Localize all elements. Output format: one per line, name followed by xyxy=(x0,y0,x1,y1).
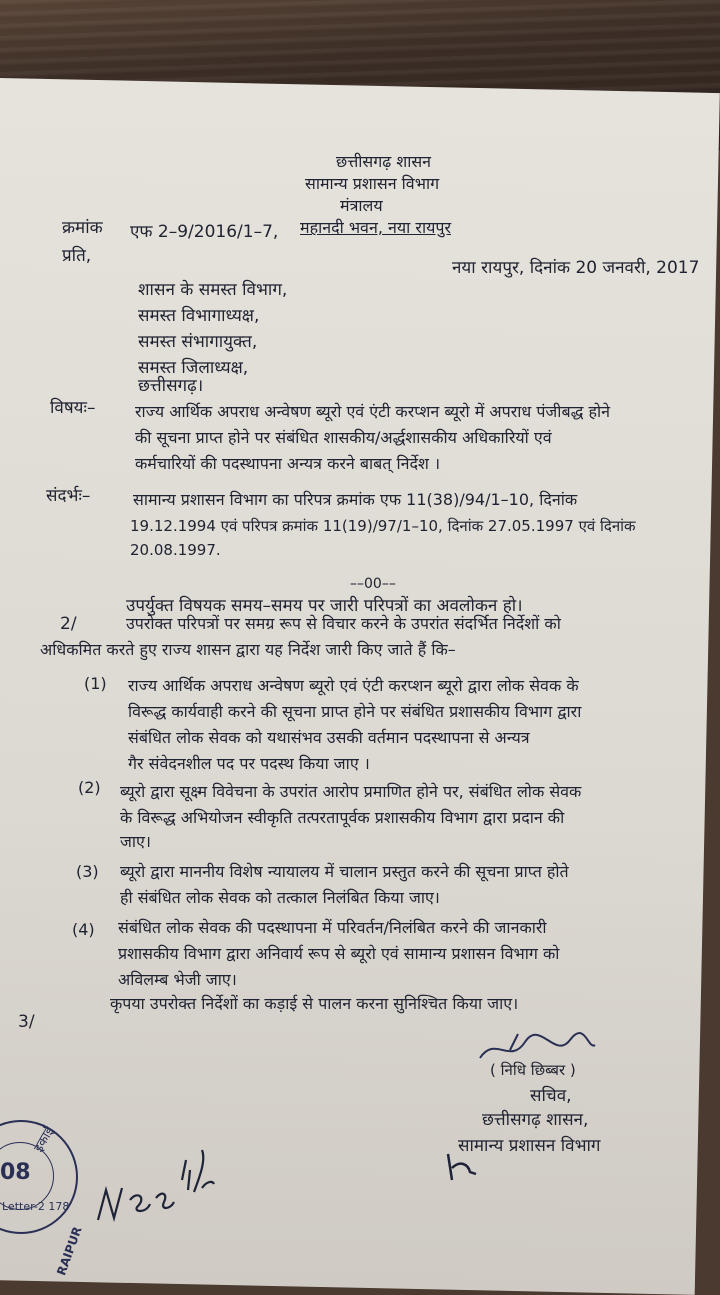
reference-line: 20.08.1997. xyxy=(130,541,221,559)
para2-line: अधिकमित करते हुए राज्य शासन द्वारा यह निर्देश जारी किए जाते हैं कि– xyxy=(40,640,456,659)
reference-line: सामान्य प्रशासन विभाग का परिपत्र क्रमांक एफ 11(38)/94/1–10, दिनांक xyxy=(133,490,578,509)
signatory-designation: सचिव, xyxy=(530,1086,572,1106)
reference-label: संदर्भः– xyxy=(46,486,91,506)
point-line: गैर संवेदनशील पद पर पदस्थ किया जाए । xyxy=(128,754,370,773)
header-address: महानदी भवन, नया रायपुर xyxy=(300,218,451,237)
to-label: प्रति, xyxy=(62,246,92,266)
reference-line: 19.12.1994 एवं परिपत्र क्रमांक 11(19)/97/1–10, दिनांक 27.05.1997 एवं दिनांक xyxy=(130,517,636,535)
point-line: संबंधित लोक सेवक की पदस्थापना में परिवर्तन/निलंबित करने की जानकारी xyxy=(118,918,547,937)
handwritten-note xyxy=(90,1140,220,1230)
stamp-letter-ref: Letter-2 178 xyxy=(2,1200,70,1213)
signatory-department: सामान्य प्रशासन विभाग xyxy=(458,1136,601,1156)
subject-line: कर्मचारियों की पदस्थापना अन्यत्र करने बाबत् निर्देश । xyxy=(135,454,441,473)
subject-line: राज्य आर्थिक अपराध अन्वेषण ब्यूरो एवं एंटी करप्शन ब्यूरो में अपराध पंजीबद्ध होने xyxy=(135,402,610,421)
ref-label: क्रमांक xyxy=(62,218,103,238)
recipient-line: समस्त संभागायुक्त, xyxy=(138,332,258,352)
point-line: प्रशासकीय विभाग द्वारा अनिवार्य रूप से ब्यूरो एवं सामान्य प्रशासन विभाग को xyxy=(118,944,560,963)
subject-label: विषयः– xyxy=(50,398,96,418)
para3-number: 3/ xyxy=(18,1012,35,1032)
point-line: के विरूद्ध अभियोजन स्वीकृति तत्परतापूर्वक प्रशासकीय विभाग द्वारा प्रदान की xyxy=(120,808,565,827)
point-line: राज्य आर्थिक अपराध अन्वेषण ब्यूरो एवं एंटी करप्शन ब्यूरो द्वारा लोक सेवक के xyxy=(128,676,579,695)
recipient-line: छत्तीसगढ़। xyxy=(138,376,204,396)
para3-text: कृपया उपरोक्त निर्देशों का कड़ाई से पालन करना सुनिश्चित किया जाए। xyxy=(110,994,519,1013)
header-department: सामान्य प्रशासन विभाग xyxy=(305,174,440,193)
stamp-number: 08 xyxy=(0,1160,31,1185)
point-line: विरूद्ध कार्यवाही करने की सूचना प्राप्त होने पर संबंधित प्रशासकीय विभाग द्वारा xyxy=(128,702,582,721)
stamp-city: RAIPUR xyxy=(54,1224,85,1278)
subject-line: की सूचना प्राप्त होने पर संबंधित शासकीय/अर्द्धशासकीय अधिकारियों एवं xyxy=(135,428,552,447)
header-state: छत्तीसगढ़ शासन xyxy=(336,152,432,171)
point-number: (1) xyxy=(84,674,107,693)
point-line: संबंधित लोक सेवक को यथासंभव उसकी वर्तमान पदस्थापना से अन्यत्र xyxy=(128,728,530,747)
ref-date: नया रायपुर, दिनांक 20 जनवरी, 2017 xyxy=(452,258,700,278)
para2-line: उपरोक्त परिपत्रों पर समग्र रूप से विचार करने के उपरांत संदर्भित निर्देशों को xyxy=(126,614,561,633)
recipient-line: समस्त विभागाध्यक्ष, xyxy=(138,306,260,326)
initial-mark xyxy=(440,1146,480,1186)
stamp-text: इकाई xyxy=(31,1124,58,1155)
point-line: ब्यूरो द्वारा माननीय विशेष न्यायालय में चालान प्रस्तुत करने की सूचना प्राप्त होते xyxy=(120,862,569,881)
signatory-name: ( निधि छिब्बर ) xyxy=(490,1061,576,1079)
point-line: जाए। xyxy=(120,832,151,851)
point-number: (2) xyxy=(78,778,101,797)
ref-number: एफ 2–9/2016/1–7, xyxy=(130,222,279,242)
para1-text: उपर्युक्त विषयक समय–समय पर जारी परिपत्रों का अवलोकन हो। xyxy=(126,596,523,616)
recipient-line: शासन के समस्त विभाग, xyxy=(138,280,288,300)
signatory-org: छत्तीसगढ़ शासन, xyxy=(482,1110,589,1130)
point-number: (3) xyxy=(76,862,99,881)
recipient-line: समस्त जिलाध्यक्ष, xyxy=(138,358,249,378)
point-line: अविलम्ब भेजी जाए। xyxy=(118,970,237,989)
point-number: (4) xyxy=(72,920,95,939)
para2-number: 2/ xyxy=(60,614,77,634)
point-line: ही संबंधित लोक सेवक को तत्काल निलंबित किया जाए। xyxy=(120,888,440,907)
header-ministry: मंत्रालय xyxy=(340,196,383,215)
point-line: ब्यूरो द्वारा सूक्ष्म विवेचना के उपरांत आरोप प्रमाणित होने पर, संबंधित लोक सेवक xyxy=(120,782,582,801)
separator: ––00–– xyxy=(350,576,396,592)
